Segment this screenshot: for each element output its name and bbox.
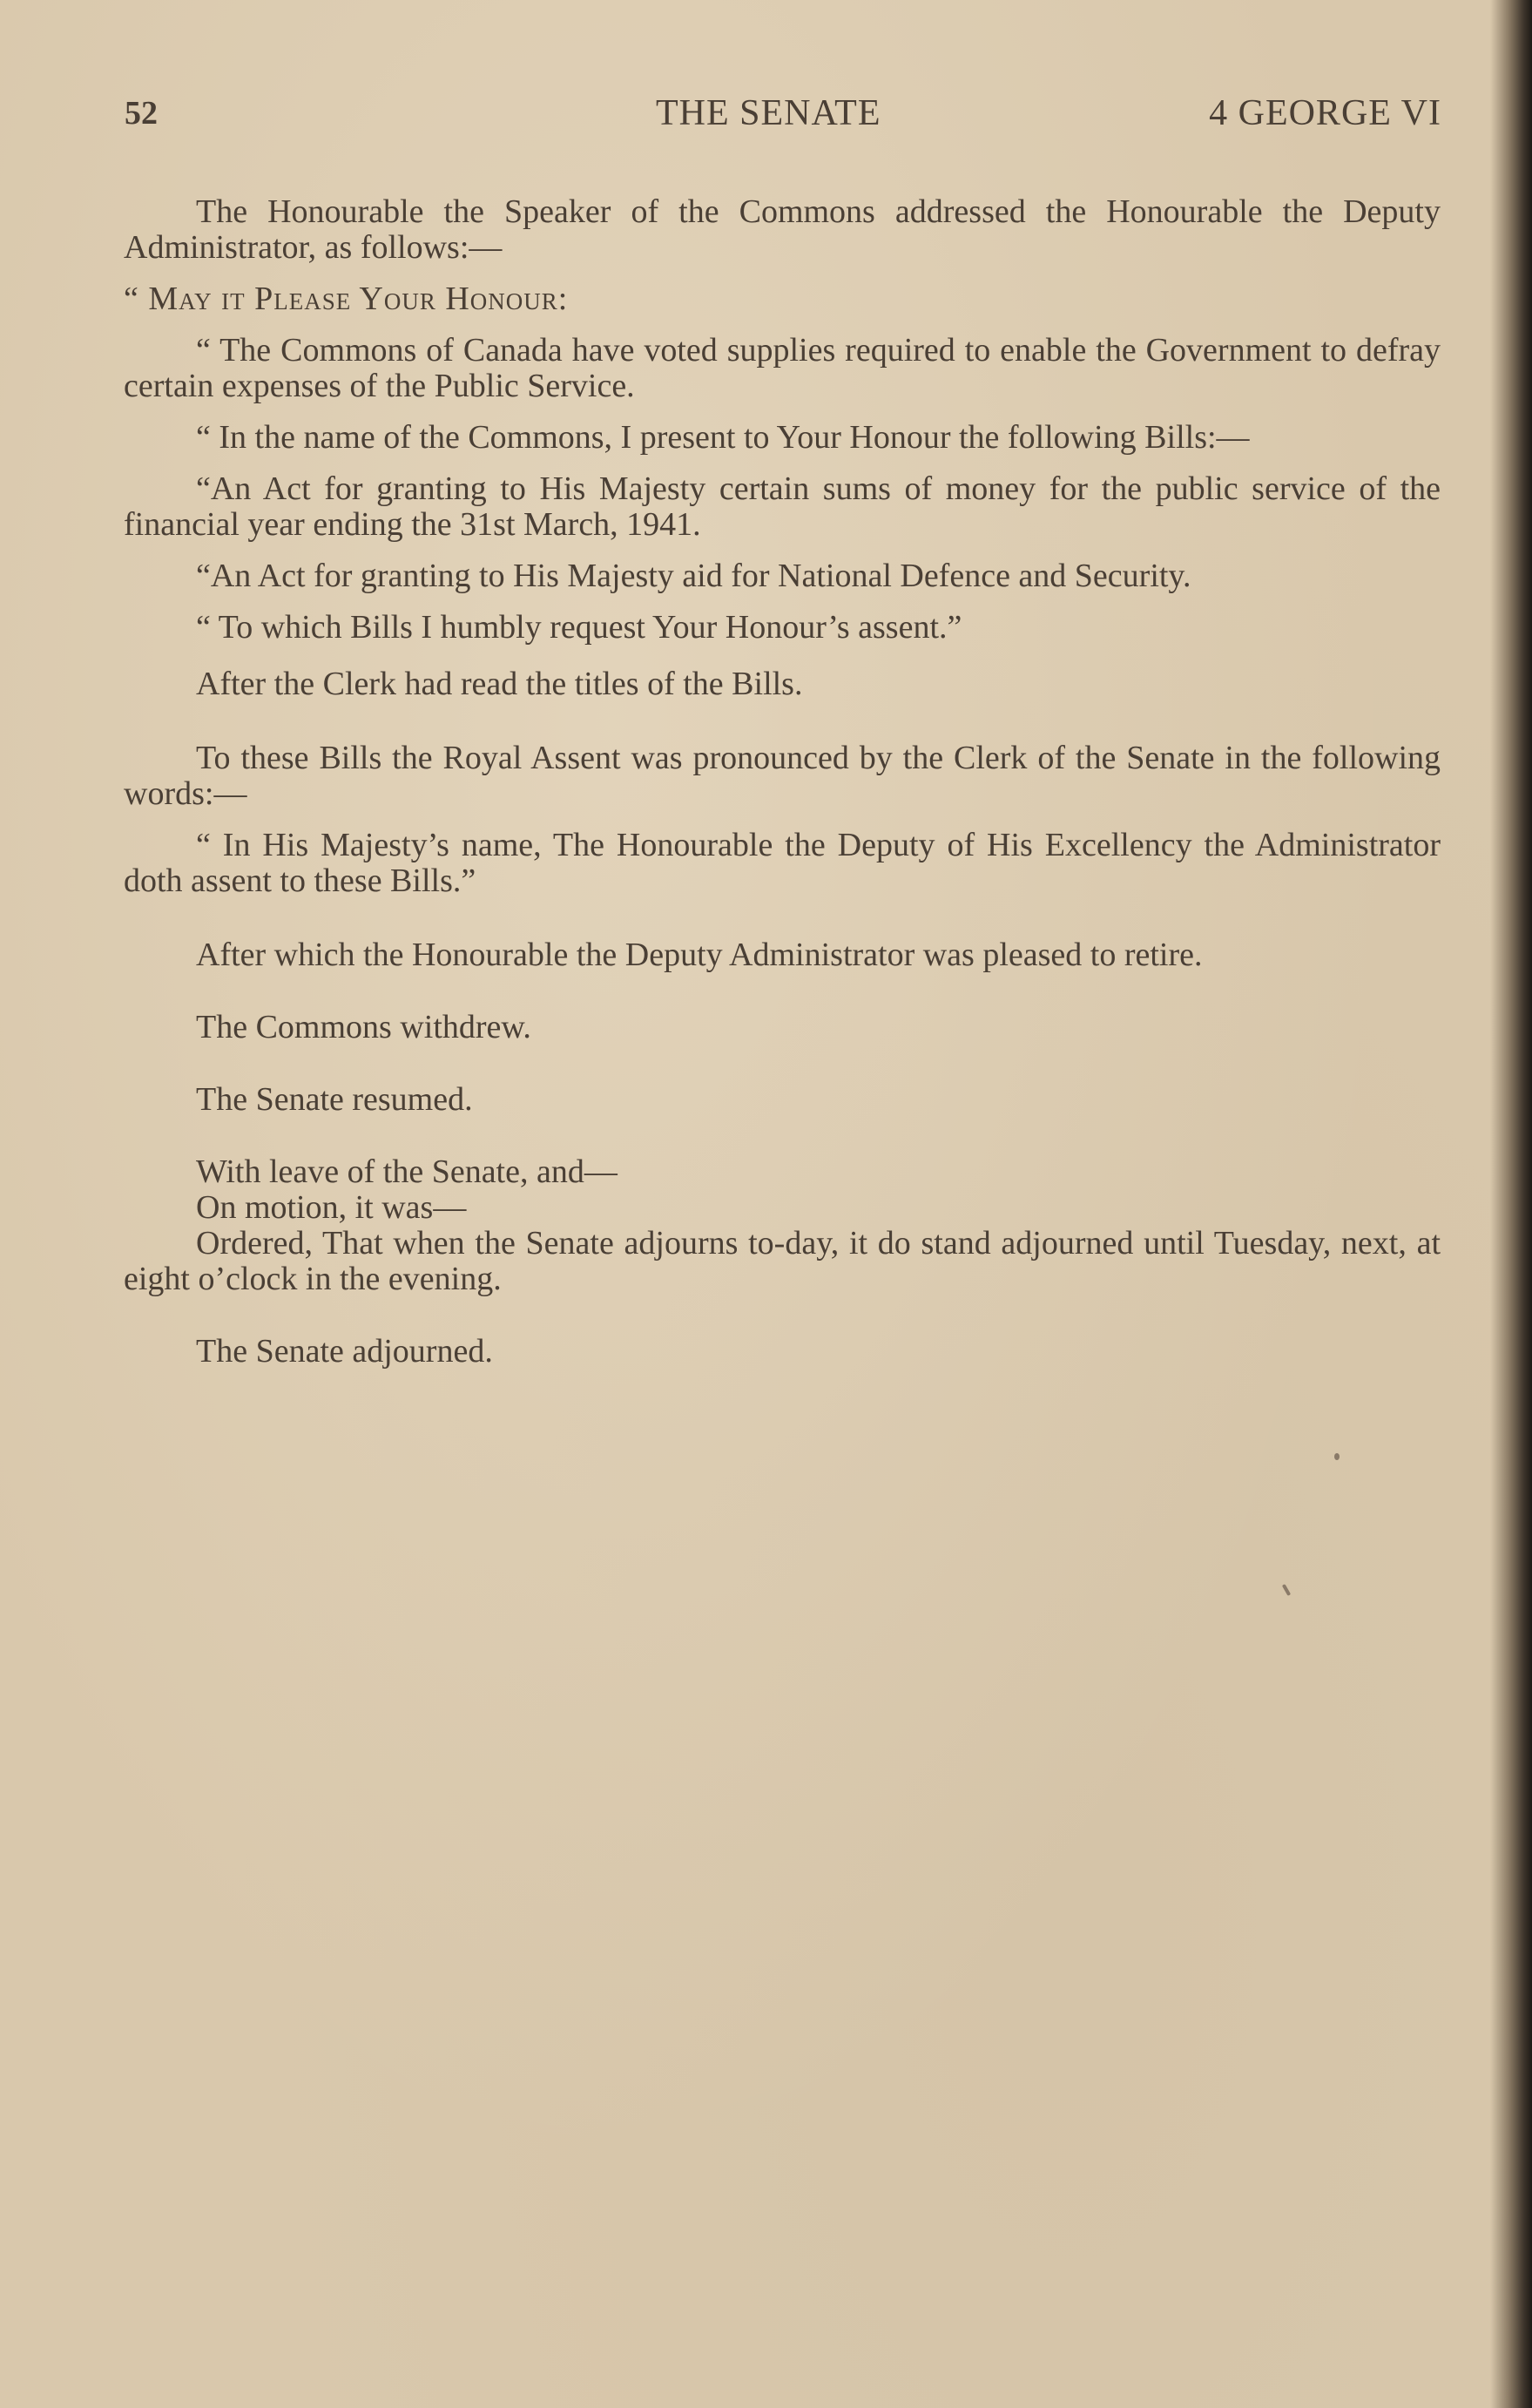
header-regnal-year: 4 GEORGE VI (1209, 93, 1441, 133)
bill-supply-act: “An Act for granting to His Majesty certain sums of money for the public service of the financial year ending the 31st March, 1941. (124, 470, 1441, 543)
adjournment-order: Ordered, That when the Senate adjourns to-day, it do stand adjourned until Tuesday, next, at eight o’clock in the evening. (124, 1225, 1441, 1297)
paper-speck (1282, 1584, 1291, 1596)
senate-resumed: The Senate resumed. (196, 1081, 473, 1118)
salutation: “ May it Please Your Honour: (124, 281, 569, 317)
paper-speck (1334, 1453, 1340, 1460)
deputy-retire-paragraph: After which the Honourable the Deputy Administrator was pleased to retire. (196, 937, 1203, 973)
page-number: 52 (125, 95, 158, 132)
royal-assent-paragraph: To these Bills the Royal Assent was pronounced by the Clerk of the Senate in the following words:— (124, 740, 1441, 812)
page-edge-shadow (1490, 0, 1532, 2408)
speaker-address-paragraph: The Honourable the Speaker of the Commons addressed the Honourable the Deputy Administrator, as follows:— (124, 193, 1441, 266)
on-motion: On motion, it was— (196, 1189, 467, 1226)
leave-of-senate: With leave of the Senate, and— (196, 1153, 618, 1190)
supplies-voted-paragraph: “ The Commons of Canada have voted supplies required to enable the Government to defray certain expenses of the Public Service. (124, 332, 1441, 404)
journal-body (124, 194, 1441, 1370)
commons-withdrew: The Commons withdrew. (196, 1009, 531, 1045)
assent-request-paragraph: “ To which Bills I humbly request Your Honour’s assent.” (196, 609, 962, 646)
senate-adjourned: The Senate adjourned. (196, 1333, 493, 1370)
clerk-read-titles: After the Clerk had read the titles of the Bills. (196, 666, 803, 702)
header-title: THE SENATE (656, 93, 881, 133)
assent-words-paragraph: “ In His Majesty’s name, The Honourable the Deputy of His Excellency the Administrator doth assent to these Bills.” (124, 827, 1441, 899)
running-head (125, 87, 1441, 139)
bill-defence-act: “An Act for granting to His Majesty aid for National Defence and Security. (196, 558, 1191, 594)
present-bills-paragraph: “ In the name of the Commons, I present to Your Honour the following Bills:— (196, 419, 1250, 456)
